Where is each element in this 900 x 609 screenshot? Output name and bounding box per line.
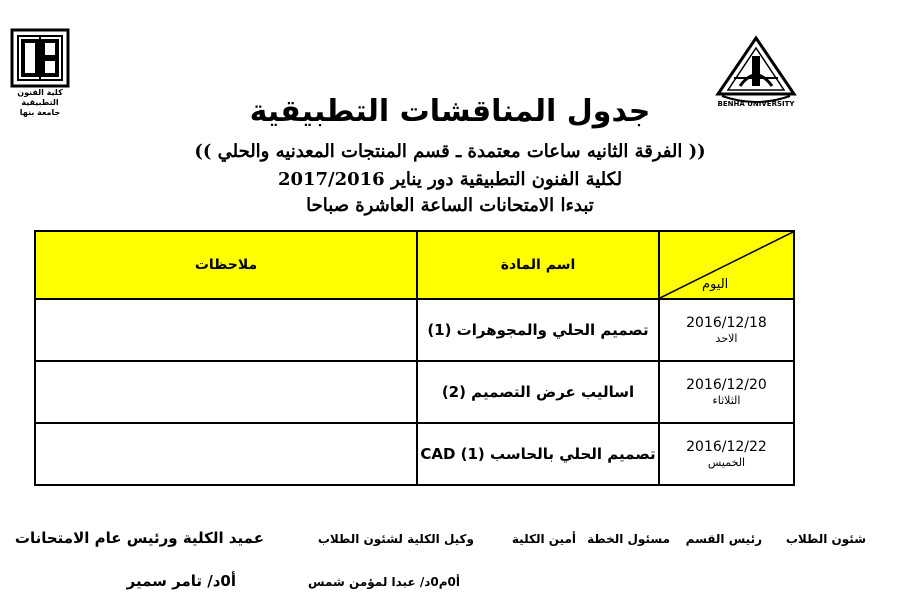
signature-dept-head: رئيس القسم [685, 532, 762, 546]
header-subject: اسم المادة [417, 231, 659, 299]
signature-vice-dean-name: أ0م0د/ عبدا لمؤمن شمس [308, 575, 460, 589]
day-cell [659, 299, 794, 361]
subtitle-start-time: تبدءا الامتحانات الساعة العاشرة صباحا [306, 195, 594, 216]
signature-college-secretary: أمين الكلية [511, 532, 576, 546]
subtitle-department: (( الفرقة الثانيه ساعات معتمدة ـ قسم المنتجات المعدنيه والحلي )) [194, 141, 706, 162]
subject-cell: تصميم الحلي والمجوهرات (1) [417, 299, 659, 361]
table-header-row [35, 231, 794, 299]
notes-cell [35, 423, 417, 485]
page-title: جدول المناقشات التطبيقية [249, 94, 651, 129]
signature-plan-officer: مسئول الخطة [587, 532, 670, 546]
signature-vice-dean: وكيل الكلية لشئون الطلاب [317, 532, 474, 546]
faculty-logo-caption: كلية الفنون التطبيقية جامعة بنها [17, 88, 63, 117]
table-row [35, 299, 794, 361]
exam-date: 2016/12/20 [686, 377, 767, 393]
svg-text:BENHA UNIVERSITY: BENHA UNIVERSITY [717, 100, 795, 108]
table-row [35, 361, 794, 423]
signature-student-affairs: شئون الطلاب [785, 532, 866, 546]
exam-schedule-table [34, 230, 795, 486]
header-day [659, 231, 794, 299]
exam-date: 2016/12/18 [686, 315, 767, 331]
header-day-label: اليوم [702, 277, 729, 292]
day-cell [659, 423, 794, 485]
table-row [35, 423, 794, 485]
day-cell [659, 361, 794, 423]
subtitle-session: لكلية الفنون التطبيقية دور يناير 2017/2016 [277, 169, 623, 190]
signature-dean: عميد الكلية ورئيس عام الامتحانات [14, 529, 264, 547]
exam-weekday: الخميس [707, 456, 746, 469]
header-notes: ملاحظات [35, 231, 417, 299]
exam-date: 2016/12/22 [686, 439, 767, 455]
subject-cell: اساليب عرض التصميم (2) [417, 361, 659, 423]
notes-cell [35, 299, 417, 361]
subject-cell: تصميم الحلي بالحاسب (1) CAD [417, 423, 659, 485]
signature-dean-name: أ0د/ تامر سمير [126, 572, 236, 590]
exam-weekday: الاحد [715, 332, 738, 345]
faculty-logo [10, 28, 70, 88]
exam-weekday: الثلاثاء [712, 394, 741, 407]
notes-cell [35, 361, 417, 423]
